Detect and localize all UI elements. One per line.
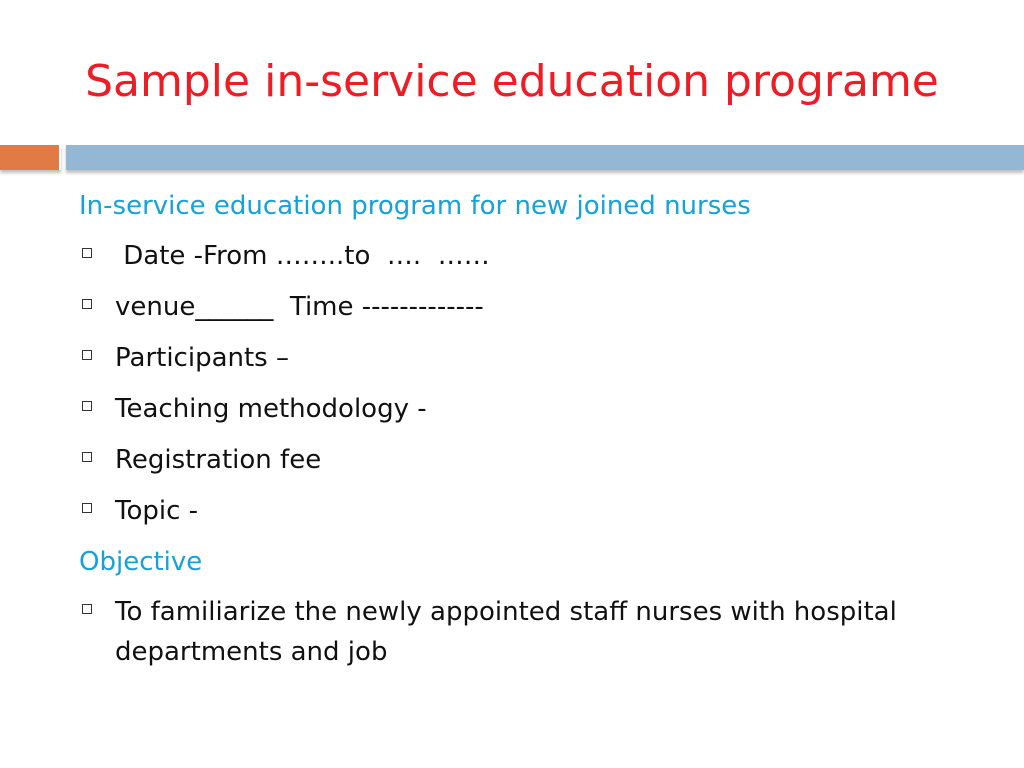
square-bullet-icon: [82, 604, 92, 614]
objective-item-text: To familiarize the newly appointed staff nurses with hospital departments and job: [115, 597, 897, 667]
list-item-text: venue______ Time -------------: [115, 292, 484, 322]
slide-title: Sample in-service education programe: [85, 56, 939, 107]
list-item-text: Teaching methodology -: [115, 394, 427, 424]
accent-band-blue: [66, 145, 1024, 170]
objective-item: [79, 592, 979, 672]
square-bullet-icon: [82, 401, 92, 411]
list-item: [79, 287, 979, 327]
list-item: [79, 236, 979, 276]
slide-content: [79, 186, 979, 683]
square-bullet-icon: [82, 299, 92, 309]
list-item: [79, 440, 979, 480]
list-item-text: Date -From ……..to …. ……: [115, 241, 490, 271]
list-item-text: Registration fee: [115, 445, 322, 475]
list-item: [79, 491, 979, 531]
list-item-text: Participants –: [115, 343, 289, 373]
square-bullet-icon: [82, 452, 92, 462]
list-item: [79, 389, 979, 429]
square-bullet-icon: [82, 350, 92, 360]
square-bullet-icon: [82, 248, 92, 258]
square-bullet-icon: [82, 503, 92, 513]
accent-band-orange: [0, 145, 61, 170]
list-item-text: Topic -: [115, 496, 199, 526]
objective-heading: Objective: [79, 547, 203, 577]
list-item: [79, 338, 979, 378]
section-heading: In-service education program for new joined nurses: [79, 191, 751, 221]
